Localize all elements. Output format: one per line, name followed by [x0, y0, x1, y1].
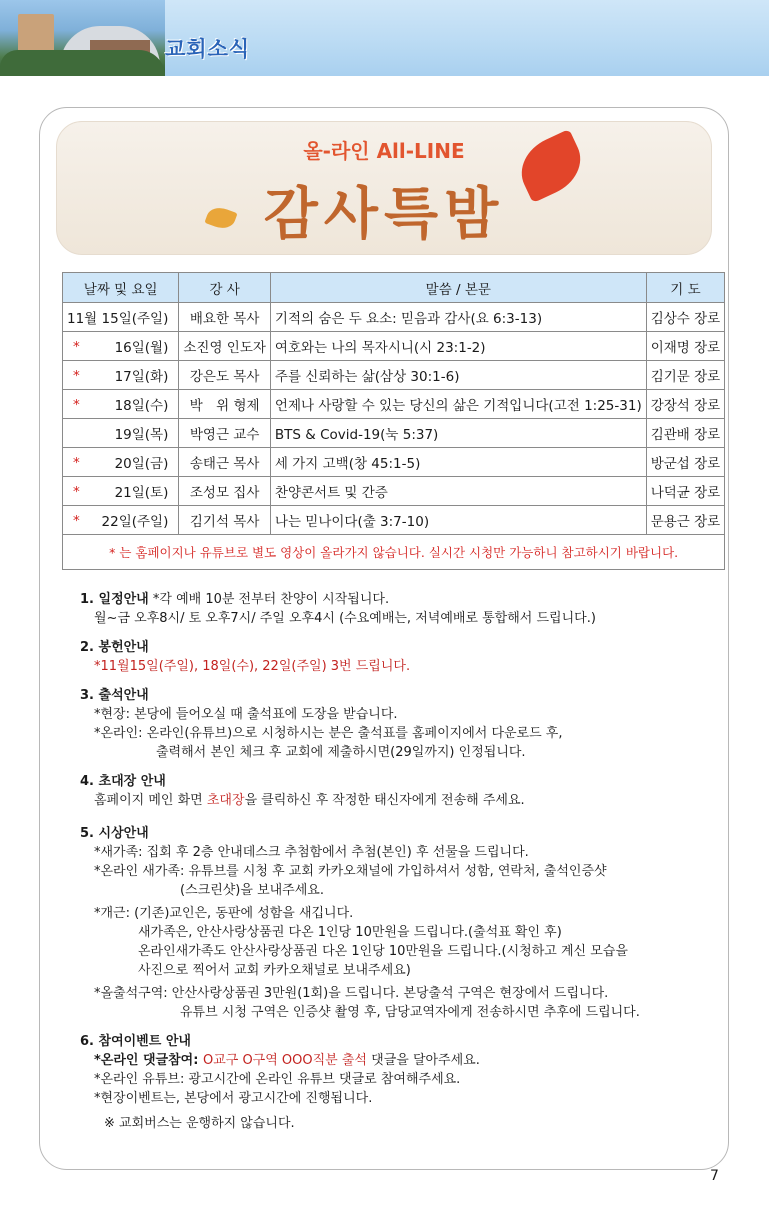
table-note-row	[63, 535, 725, 570]
notice-text: 출력해서 본인 체크 후 교회에 제출하시면(29일까지) 인정됩니다.	[156, 745, 526, 760]
page-number: 7	[710, 1168, 719, 1184]
trees-shape	[0, 50, 165, 76]
table-row	[63, 419, 725, 448]
notice-text: *현장: 본당에 들어오실 때 출석표에 도장을 받습니다.	[94, 707, 398, 722]
notice-events	[80, 1032, 720, 1133]
header-text: 말씀 / 본문	[270, 273, 646, 303]
header-prayer: 기 도	[646, 273, 725, 303]
row-prayer: 김기문 장로	[646, 361, 725, 390]
notice-text: 사진으로 찍어서 교회 카카오채널로 보내주세요)	[138, 963, 411, 978]
notice-text: *온라인 새가족: 유튜브를 시청 후 교회 카카오채널에 가입하셔서 성함, 연락처, 출석인증샷	[94, 864, 607, 879]
row-speaker: 박 위 형제	[179, 390, 271, 419]
notice-text: *올출석구역: 안산사랑상품권 3만원(1회)을 드립니다. 본당출석 구역은 현장에서 드립니다.	[94, 986, 609, 1001]
invitation-highlight: 초대장	[206, 793, 245, 808]
notice-text: 댓글을 달아주세요.	[367, 1053, 480, 1068]
notice-text: 홈페이지 메인 화면	[94, 793, 207, 808]
notice-text: *온라인 유튜브: 광고시간에 온라인 유튜브 댓글로 참여해주세요.	[94, 1072, 461, 1087]
table-note: * 는 홈페이지나 유튜브로 별도 영상이 올라가지 않습니다. 실시간 시청만 가능하니 참고하시기 바랍니다.	[63, 535, 725, 570]
row-text: 주를 신뢰하는 삶(삼상 30:1-6)	[270, 361, 646, 390]
notice-text: *각 예배 10분 전부터 찬양이 시작됩니다.	[148, 592, 390, 607]
notice-title: 6. 참여이벤트 안내	[80, 1034, 191, 1049]
table-row	[63, 303, 725, 332]
schedule-table	[62, 272, 725, 570]
notice-text: 유튜브 시청 구역은 인증샷 촬영 후, 담당교역자에게 전송하시면 추후에 드립니다.	[180, 1005, 640, 1020]
row-text: 세 가지 고백(창 45:1-5)	[270, 448, 646, 477]
row-prayer: 방군섭 장로	[646, 448, 725, 477]
row-date: 17일(화)	[114, 369, 169, 385]
star-mark: *	[73, 368, 80, 384]
notice-title: 5. 시상안내	[80, 826, 149, 841]
star-mark: *	[73, 339, 80, 355]
star-mark: *	[73, 484, 80, 500]
banner-title: 감사특밤	[263, 182, 505, 247]
notice-text: *온라인 댓글참여:	[94, 1053, 203, 1068]
row-prayer: 김관배 장로	[646, 419, 725, 448]
star-mark: *	[73, 455, 80, 471]
row-date: 21일(토)	[114, 485, 169, 501]
row-prayer: 나덕균 장로	[646, 477, 725, 506]
event-banner	[56, 121, 712, 255]
star-mark: *	[73, 397, 80, 413]
notice-list	[80, 590, 720, 1133]
row-text: 기적의 숨은 두 요소: 믿음과 감사(요 6:3-13)	[270, 303, 646, 332]
banner-subtitle: 올-라인 All-LINE	[303, 139, 465, 163]
row-text: BTS & Covid-19(눅 5:37)	[270, 419, 646, 448]
table-row	[63, 361, 725, 390]
table-header-row	[63, 273, 725, 303]
table-row	[63, 390, 725, 419]
header-speaker: 강 사	[179, 273, 271, 303]
star-mark: *	[73, 513, 80, 529]
notice-text: 새가족은, 안산사랑상품권 다온 1인당 10만원을 드립니다.(출석표 확인 후)	[138, 925, 562, 940]
notice-text: *현장이벤트는, 본당에서 광고시간에 진행됩니다.	[94, 1091, 373, 1106]
row-prayer: 강장석 장로	[646, 390, 725, 419]
notice-text: *새가족: 집회 후 2층 안내데스크 추첨함에서 추첨(본인) 후 선물을 드립니다.	[94, 845, 529, 860]
row-text: 언제나 사랑할 수 있는 당신의 삶은 기적입니다(고전 1:25-31)	[270, 390, 646, 419]
comment-format-highlight: O교구 O구역 OOO직분 출석	[202, 1053, 367, 1068]
notice-attendance	[80, 686, 720, 762]
row-date: 16일(월)	[114, 340, 169, 356]
row-speaker: 김기석 목사	[179, 506, 271, 535]
table-row	[63, 477, 725, 506]
table-row	[63, 448, 725, 477]
row-text: 찬양콘서트 및 간증	[270, 477, 646, 506]
notice-text: *11월15일(주일), 18일(수), 22일(주일) 3번 드립니다.	[94, 659, 411, 674]
section-title: 교회소식	[165, 37, 251, 61]
row-date: 18일(수)	[114, 398, 169, 414]
row-prayer: 문용근 장로	[646, 506, 725, 535]
row-date: 19일(목)	[114, 427, 169, 443]
row-prayer: 김상수 장로	[646, 303, 725, 332]
row-date: 20일(금)	[114, 456, 169, 472]
row-text: 여호와는 나의 목자시니(시 23:1-2)	[270, 332, 646, 361]
table-row	[63, 506, 725, 535]
notice-title: 1. 일정안내	[80, 592, 149, 607]
notice-text: 을 클릭하신 후 작정한 태신자에게 전송해 주세요.	[244, 793, 525, 808]
notice-text: *온라인: 온라인(유튜브)으로 시청하시는 분은 출석표를 홈페이지에서 다운로드 후,	[94, 726, 563, 741]
notice-text: 온라인새가족도 안산사랑상품권 다온 1인당 10만원을 드립니다.(시청하고 계신 모습을	[138, 944, 628, 959]
row-speaker: 조성모 집사	[179, 477, 271, 506]
row-date: 22일(주일)	[101, 514, 169, 530]
row-speaker: 소진영 인도자	[179, 332, 271, 361]
row-text: 나는 믿나이다(출 3:7-10)	[270, 506, 646, 535]
notice-schedule	[80, 590, 720, 628]
notice-offering	[80, 638, 720, 676]
notice-text: 월~금 오후8시/ 토 오후7시/ 주일 오후4시 (수요예배는, 저녁예배로 통합해서 드립니다.)	[94, 611, 596, 626]
notice-awards	[80, 824, 720, 1022]
notice-title: 2. 봉헌안내	[80, 640, 149, 655]
church-building-photo	[0, 0, 165, 76]
bus-notice: ※ 교회버스는 운행하지 않습니다.	[104, 1116, 295, 1131]
row-date: 11월 15일(주일)	[67, 311, 169, 327]
page-header	[0, 0, 769, 76]
notice-invitation	[80, 772, 720, 810]
row-speaker: 배요한 목사	[179, 303, 271, 332]
notice-title: 4. 초대장 안내	[80, 774, 166, 789]
notice-text: *개근: (기존)교인은, 동판에 성함을 새깁니다.	[94, 906, 354, 921]
row-speaker: 송태근 목사	[179, 448, 271, 477]
table-row	[63, 332, 725, 361]
row-speaker: 박영근 교수	[179, 419, 271, 448]
header-date: 날짜 및 요일	[63, 273, 179, 303]
notice-title: 3. 출석안내	[80, 688, 149, 703]
notice-text: (스크린샷)을 보내주세요.	[180, 883, 324, 898]
row-speaker: 강은도 목사	[179, 361, 271, 390]
row-prayer: 이재명 장로	[646, 332, 725, 361]
